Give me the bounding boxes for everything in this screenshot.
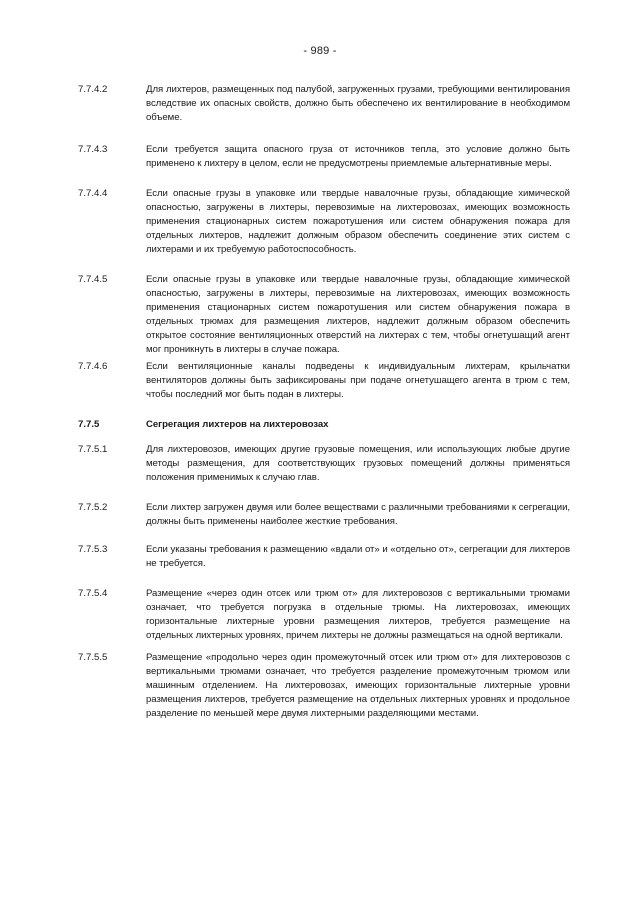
section-text: Если лихтер загружен двумя или более веществами с различными требованиями к сегрегации, должны быть применены наиболее жесткие требования. — [146, 502, 570, 527]
section-7-7-5-1 — [78, 443, 570, 501]
section-number: 7.7.4.5 — [78, 274, 108, 285]
section-7-7-4-4 — [78, 187, 570, 273]
section-number: 7.7.4.4 — [78, 188, 108, 199]
section-number: 7.7.4.3 — [78, 144, 108, 155]
section-text: Если требуется защита опасного груза от источников тепла, это условие должно быть применено к лихтеру в целом, если не предусмотрены приемлемые альтернативные меры. — [146, 144, 570, 169]
section-text: Если опасные грузы в упаковке или твердые навалочные грузы, обладающие химической опасностью, загружены в лихтеры, перевозимые на лихтеровозах, имеющих возможность применения стационарных систем пожаротушения или систем обнаружения пожара для отдельных лихтеров, надлежит должным образом обеспечить соединение этих систем с лихтерами и их требуемую работоспособность. — [146, 188, 570, 255]
section-number: 7.7.4.6 — [78, 361, 108, 372]
section-text: Если указаны требования к размещению «вдали от» и «отдельно от», сегрегации для лихтеров не требуется. — [146, 544, 570, 569]
section-7-7-5-4 — [78, 587, 570, 651]
section-7-7-4-5 — [78, 273, 570, 360]
section-7-7-5-2 — [78, 501, 570, 543]
page-number: - 989 - — [303, 45, 337, 57]
section-text: Для лихтеровозов, имеющих другие грузовые помещения, или использующих любые другие методы размещения, для соответствующих грузовых помещений должны применяться положения применимых к случаю глав. — [146, 444, 570, 483]
section-text: Если вентиляционные каналы подведены к индивидуальным лихтерам, крыльчатки вентиляторов должны быть зафиксированы при подаче огнетушащего агента в трюм с тем, чтобы последний мог быть подан в лихтеры. — [146, 361, 570, 400]
section-7-7-4-2 — [78, 83, 570, 143]
section-number: 7.7.5.3 — [78, 544, 108, 555]
section-text: Для лихтеров, размещенных под палубой, загруженных грузами, требующими вентилирования вследствие их опасных свойств, должно быть обеспечено их вентилирование в необходимом объеме. — [146, 84, 570, 123]
section-text: Если опасные грузы в упаковке или твердые навалочные грузы, обладающие химической опасностью, загружены в лихтеры, перевозимые на лихтеровозах, имеющих возможность применения стационарных систем пожаротушения или систем обнаружения пожара в отдельных трюмах для размещения лихтеров, надлежит должным образом обеспечить открытое состояние вентиляционных отверстий на лихтерах с тем, чтобы огнетушащий агент мог проникнуть в лихтеры в случае пожара. — [146, 274, 570, 355]
section-text: Размещение «продольно через один промежуточный отсек или трюм от» для лихтеровозов с вертикальными трюмами означает, что требуется разделение промежуточным трюмом или машинным отделением. На лихтеровозах, имеющих горизонтальные лихтерные уровни размещения лихтеров, требуется размещение на отдельных лихтерных уровнях и продольное разделение по меньшей мере двумя лихтерными разделяющими местами. — [146, 652, 570, 719]
section-heading-7-7-5 — [78, 418, 570, 443]
section-7-7-5-5 — [78, 651, 570, 731]
section-number: 7.7.5.5 — [78, 652, 108, 663]
section-number: 7.7.5.4 — [78, 588, 108, 599]
section-text: Размещение «через один отсек или трюм от» для лихтеровозов с вертикальными трюмами означает, что требуется погрузка в отдельные трюмы. На лихтеровозах, имеющих горизонтальные лихтерные уровни размещения лихтеров, требуется размещение на отдельных лихтерных уровнях, причем лихтеры не должны размещаться на одной вертикали. — [146, 588, 570, 641]
section-7-7-5-3 — [78, 543, 570, 587]
section-number: 7.7.5.1 — [78, 444, 108, 455]
document-body — [78, 83, 570, 731]
section-heading-title: Сегрегация лихтеров на лихтеровозах — [146, 419, 329, 430]
section-number: 7.7.4.2 — [78, 84, 108, 95]
section-7-7-4-6 — [78, 360, 570, 418]
section-heading-number: 7.7.5 — [78, 419, 100, 430]
section-number: 7.7.5.2 — [78, 502, 108, 513]
section-7-7-4-3 — [78, 143, 570, 187]
